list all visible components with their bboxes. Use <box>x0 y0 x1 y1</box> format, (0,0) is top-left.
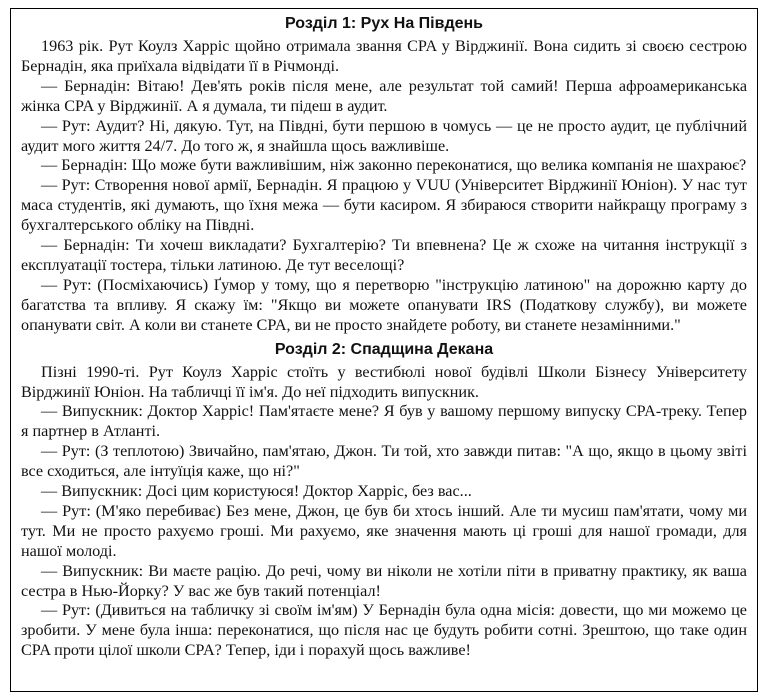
section-2-paragraph: — Випускник: Доктор Харріс! Пам'ятаєте мене? Я був у вашому першому випуску CPA-треку. Тепер я партнер в Атланті. <box>21 402 747 441</box>
section-1-paragraph: — Рут: Створення нової армії, Бернадін. Я працюю у VUU (Університет Вірджинії Юніон). У нас тут маса студентів, які думають, що їхня межа — бути касиром. Я збираюся створити найкращу програму з бухгалтерського обліку на Півдні. <box>21 176 747 235</box>
section-2-paragraph: — Рут: (М'яко перебиває) Без мене, Джон, це був би хтось інший. Але ти мусиш пам'ятати, чому ми тут. Ми не просто рахуємо гроші. Ми рахуємо, яке значення мають ці гроші для нашої громади, для нашої молоді. <box>21 501 747 560</box>
section-2-paragraph: Пізні 1990-ті. Рут Коулз Харріс стоїть у вестибюлі нової будівлі Школи Бізнесу Університету Вірджинії Юніон. На табличці її ім'я. До неї підходить випускник. <box>21 362 747 401</box>
section-2-paragraph: — Рут: (Дивиться на табличку зі своїм ім'ям) У Бернадін була одна місія: довести, що ми можемо це зробити. У мене була інша: переконатися, що після нас це будуть робити сотні. Зрештою, що таке один CPA проти цілої школи CPA? Тепер, іди і порахуй щось важливе! <box>21 601 747 660</box>
document-page <box>10 8 758 692</box>
section-1-paragraph: — Рут: Аудит? Ні, дякую. Тут, на Півдні, бути першою в чомусь — це не просто аудит, це публічний аудит мого життя 24/7. До того ж, я знайшла щось важливіше. <box>21 116 747 155</box>
section-2-paragraph: — Рут: (З теплотою) Звичайно, пам'ятаю, Джон. Ти той, хто завжди питав: "А що, якщо в цьому звіті все сходиться, але інтуїція каже, що ні?" <box>21 442 747 481</box>
section-1-paragraph: — Бернадін: Що може бути важливішим, ніж законно переконатися, що велика компанія не шахраює? <box>41 156 747 175</box>
section-2-paragraph: — Випускник: Ви маєте рацію. До речі, чому ви ніколи не хотіли піти в приватну практику, як ваша сестра в Нью-Йорку? У вас же був такий потенціал! <box>21 561 747 600</box>
section-1-paragraph: — Рут: (Посміхаючись) Ґумор у тому, що я перетворю "інструкцію латиною" на дорожню карту до багатства та впливу. Я скажу їм: "Якщо ви можете опанувати IRS (Податкову службу), ви можете опанувати світ. А коли ви станете CPA, ви не просто знайдете роботу, ви станете незамінними." <box>21 275 747 334</box>
section-2-title: Розділ 2: Спадщина Декана <box>274 340 494 358</box>
section-2-paragraph: — Випускник: Досі цим користуюся! Доктор Харріс, без вас... <box>41 482 472 501</box>
section-1-paragraph: — Бернадін: Ти хочеш викладати? Бухгалтерію? Ти впевнена? Це ж схоже на читання інструкції з експлуатації тостера, тільки латиною. Де тут веселощі? <box>21 236 747 274</box>
section-1-paragraph: 1963 рік. Рут Коулз Харріс щойно отримала звання CPA у Вірджинії. Вона сидить зі своєю сестрою Бернадін, яка приїхала відвідати її в Річмонді. <box>21 37 747 75</box>
section-1-paragraph: — Бернадін: Вітаю! Дев'ять років після мене, але результат той самий! Перша афроамериканська жінка CPA у Вірджинії. А я думала, ти підеш в аудит. <box>21 76 747 115</box>
section-1-title: Розділ 1: Рух На Південь <box>284 15 483 32</box>
